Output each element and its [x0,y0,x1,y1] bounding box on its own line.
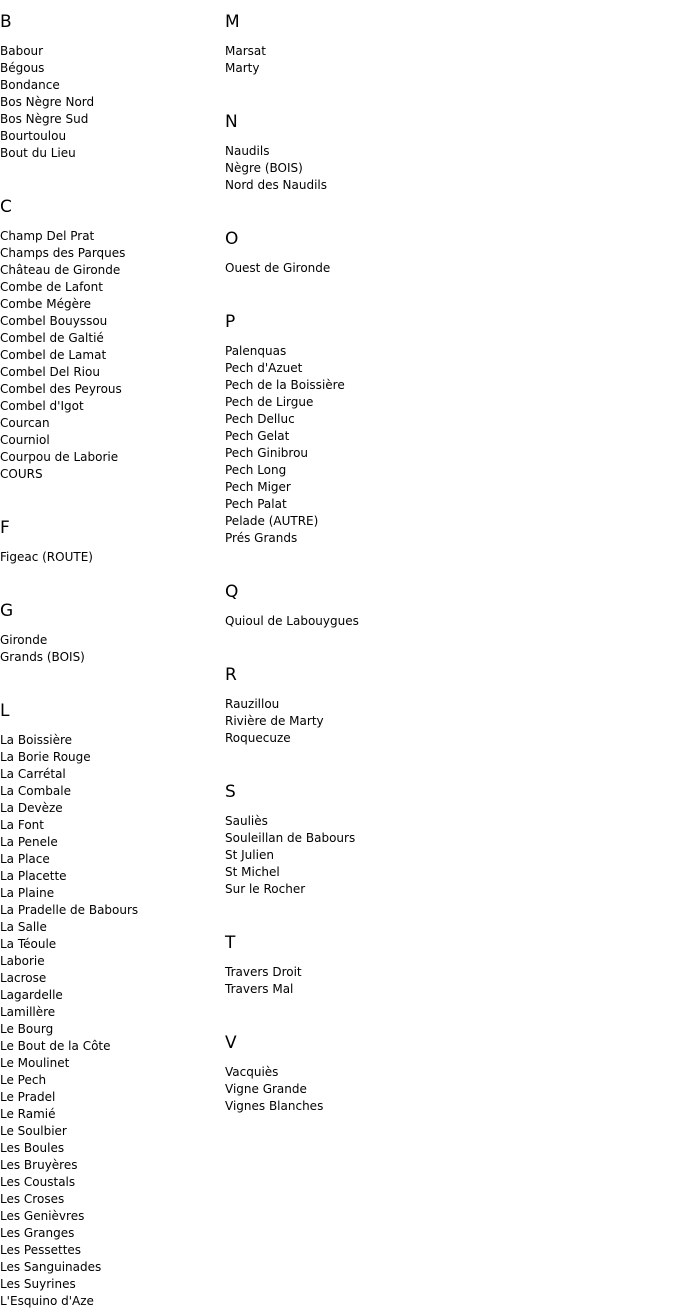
list-item [0,1140,220,1157]
letter-heading: C [0,197,12,217]
place-link[interactable]: Vigne Grande [225,1082,307,1096]
section-spacer [0,566,220,589]
list-item [0,953,220,970]
list-item [0,60,220,77]
place-link[interactable]: L'Esquino d'Aze [0,1294,94,1308]
list-item [225,377,665,394]
list-item [225,981,665,998]
place-link[interactable]: Les Coustals [0,1175,76,1189]
list-item [225,260,665,277]
list-item [0,1106,220,1123]
place-link[interactable]: Pech d'Azuet [225,361,303,375]
list-item [0,800,220,817]
place-link[interactable]: Le Bourg [0,1022,54,1036]
list-item [225,143,665,160]
place-link[interactable]: St Julien [225,848,274,862]
place-link[interactable]: La Borie Rouge [0,750,91,764]
list-item [225,160,665,177]
list-item [225,43,665,60]
list-item [225,513,665,530]
list-item [0,1157,220,1174]
list-item [0,296,220,313]
place-link[interactable]: Pech Delluc [225,412,295,426]
section-spacer [225,747,665,770]
list-item [0,1089,220,1106]
list-item [0,466,220,483]
letter-heading: M [225,12,240,32]
list-item [0,987,220,1004]
place-link[interactable]: La Penele [0,835,58,849]
place-link[interactable]: Vacquiès [225,1065,279,1079]
place-link[interactable]: Combel de Lamat [0,348,107,362]
list-item [0,279,220,296]
place-link[interactable]: La Place [0,852,50,866]
place-link[interactable]: Pech Miger [225,480,291,494]
place-link[interactable]: Travers Mal [225,982,294,996]
place-link[interactable]: Le Ramié [0,1107,56,1121]
place-link[interactable]: La Devèze [0,801,63,815]
section-spacer [225,277,665,300]
place-link[interactable]: Rivière de Marty [225,714,324,728]
list-item [225,730,665,747]
place-link[interactable]: Combel de Galtié [0,331,104,345]
letter-section-s [225,770,665,921]
list-item [0,145,220,162]
list-item [0,732,220,749]
list-item [225,696,665,713]
list-item [0,1055,220,1072]
list-item [0,851,220,868]
list-item [0,1191,220,1208]
list-item [0,885,220,902]
place-link[interactable]: Combel des Peyrous [0,382,122,396]
place-link[interactable]: Laborie [0,954,45,968]
section-spacer [225,77,665,100]
place-link[interactable]: Palenquas [225,344,287,358]
place-link[interactable]: Combel Del Riou [0,365,100,379]
list-item [0,1276,220,1293]
place-link[interactable]: Bégous [0,61,45,75]
list-item [0,919,220,936]
list-item [0,970,220,987]
list-item [0,902,220,919]
place-link[interactable]: Pech Long [225,463,287,477]
list-item [0,415,220,432]
place-link[interactable]: Le Bout de la Côte [0,1039,111,1053]
place-link[interactable]: Nord des Naudils [225,178,328,192]
place-link[interactable]: Quioul de Labouygues [225,614,359,628]
place-link[interactable]: Bout du Lieu [0,146,76,160]
place-link[interactable]: Les Croses [0,1192,65,1206]
list-item [0,1038,220,1055]
list-item [0,1123,220,1140]
list-item [225,428,665,445]
letter-section-l [0,689,220,1310]
section-spacer [0,666,220,689]
place-link[interactable]: Bondance [0,78,60,92]
place-link[interactable]: Grands (BOIS) [0,650,85,664]
letter-section-n [225,100,665,217]
section-spacer [0,162,220,185]
place-link[interactable]: Ouest de Gironde [225,261,331,275]
place-link[interactable]: Marsat [225,44,266,58]
left-column [0,0,220,1310]
letter-heading: B [0,12,12,32]
list-item [0,749,220,766]
list-item [0,43,220,60]
place-list [225,343,665,547]
place-list [225,143,665,194]
right-column [225,0,665,1115]
place-link[interactable]: Les Pessettes [0,1243,82,1257]
place-link[interactable]: Les Bruyères [0,1158,78,1172]
list-item [0,94,220,111]
list-item [225,1064,665,1081]
place-link[interactable]: Pelade (AUTRE) [225,514,319,528]
place-link[interactable]: Les Genièvres [0,1209,85,1223]
list-item [0,1072,220,1089]
list-item [0,1174,220,1191]
place-link[interactable]: Champs des Parques [0,246,126,260]
list-item [225,830,665,847]
letter-heading: S [225,782,236,802]
place-list [0,549,220,566]
letter-section-c [0,185,220,506]
letter-heading: T [225,933,236,953]
list-item [225,411,665,428]
list-item [0,1259,220,1276]
place-link[interactable]: Marty [225,61,260,75]
place-link[interactable]: Pech de la Boissière [225,378,345,392]
letter-section-q [225,570,665,653]
list-item [0,128,220,145]
place-link[interactable]: Sur le Rocher [225,882,306,896]
place-link[interactable]: Château de Gironde [0,263,121,277]
list-item [225,1098,665,1115]
place-list [225,613,665,630]
section-spacer [225,630,665,653]
list-item [225,60,665,77]
place-link[interactable]: Prés Grands [225,531,298,545]
list-item [0,398,220,415]
letter-heading: F [0,518,10,538]
place-link[interactable]: La Plaine [0,886,55,900]
letter-heading: V [225,1033,237,1053]
place-link[interactable]: Le Pech [0,1073,47,1087]
list-item [225,479,665,496]
letter-heading: R [225,665,237,685]
list-item [0,766,220,783]
list-item [225,530,665,547]
place-link[interactable]: Figeac (ROUTE) [0,550,93,564]
list-item [225,847,665,864]
place-link[interactable]: Le Moulinet [0,1056,70,1070]
place-link[interactable]: Bos Nègre Nord [0,95,95,109]
list-item [0,364,220,381]
letter-section-p [225,300,665,570]
place-link[interactable]: La Placette [0,869,67,883]
place-link[interactable]: Lamillère [0,1005,56,1019]
place-link[interactable]: Naudils [225,144,270,158]
place-list [225,43,665,77]
list-item [0,111,220,128]
section-spacer [225,898,665,921]
section-spacer [225,194,665,217]
place-link[interactable]: La Téoule [0,937,57,951]
list-item [0,632,220,649]
place-list [225,964,665,998]
place-link[interactable]: Les Granges [0,1226,75,1240]
section-spacer [0,483,220,506]
place-list [225,1064,665,1115]
list-item [0,1242,220,1259]
place-link[interactable]: La Carrétal [0,767,66,781]
list-item [225,343,665,360]
place-link[interactable]: Courpou de Laborie [0,450,119,464]
list-item [0,1004,220,1021]
list-item [0,449,220,466]
place-link[interactable]: Le Soulbier [0,1124,67,1138]
list-item [225,964,665,981]
place-list [0,43,220,162]
place-list [225,813,665,898]
list-item [225,813,665,830]
letter-section-o [225,217,665,300]
letter-section-f [0,506,220,589]
list-item [225,864,665,881]
place-link[interactable]: Lagardelle [0,988,63,1002]
place-link[interactable]: Combel d'Igot [0,399,84,413]
place-link[interactable]: La Combale [0,784,71,798]
list-item [225,496,665,513]
list-item [225,445,665,462]
place-link[interactable]: Lacrose [0,971,47,985]
list-item [0,936,220,953]
place-link[interactable]: Le Pradel [0,1090,56,1104]
place-link[interactable]: Combe de Lafont [0,280,103,294]
place-link[interactable]: Travers Droit [225,965,302,979]
section-spacer [225,547,665,570]
list-item [225,360,665,377]
place-link[interactable]: Vignes Blanches [225,1099,324,1113]
place-link[interactable]: Babour [0,44,44,58]
list-item [0,381,220,398]
list-item [225,881,665,898]
list-item [225,713,665,730]
place-link[interactable]: La Boissière [0,733,73,747]
letter-section-t [225,921,665,1021]
list-item [0,1208,220,1225]
place-link[interactable]: La Salle [0,920,47,934]
place-link[interactable]: Sauliès [225,814,268,828]
place-link[interactable]: Gironde [0,633,48,647]
list-item [225,1081,665,1098]
list-item [225,613,665,630]
letter-heading: G [0,601,14,621]
place-link[interactable]: Bourtoulou [0,129,67,143]
letter-section-m [225,0,665,100]
place-link[interactable]: Champ Del Prat [0,229,95,243]
list-item [0,1293,220,1310]
place-link[interactable]: Combel Bouyssou [0,314,108,328]
list-item [0,783,220,800]
list-item [0,868,220,885]
list-item [0,834,220,851]
list-item [225,462,665,479]
letter-heading: L [0,701,10,721]
place-link[interactable]: Les Sanguinades [0,1260,102,1274]
list-item [225,177,665,194]
place-list [0,732,220,1310]
list-item [0,262,220,279]
place-link[interactable]: Bos Nègre Sud [0,112,89,126]
list-item [0,649,220,666]
place-list [0,632,220,666]
letter-section-r [225,653,665,770]
list-item [225,394,665,411]
letter-section-g [0,589,220,689]
place-link[interactable]: Nègre (BOIS) [225,161,303,175]
place-link[interactable]: Courcan [0,416,50,430]
place-list [225,696,665,747]
list-item [0,1021,220,1038]
list-item [0,817,220,834]
list-item [0,432,220,449]
place-link[interactable]: COURS [0,467,43,481]
place-link[interactable]: Pech de Lirgue [225,395,314,409]
place-link[interactable]: Roquecuze [225,731,291,745]
place-link[interactable]: Souleillan de Babours [225,831,356,845]
place-link[interactable]: Pech Gelat [225,429,290,443]
place-link[interactable]: La Pradelle de Babours [0,903,139,917]
letter-section-b [0,0,220,185]
section-spacer [225,998,665,1021]
list-item [0,228,220,245]
list-item [0,245,220,262]
place-link[interactable]: La Font [0,818,44,832]
list-item [0,313,220,330]
list-item [0,77,220,94]
list-item [0,347,220,364]
letter-heading: N [225,112,238,132]
letter-heading: P [225,312,236,332]
list-item [0,330,220,347]
place-link[interactable]: Courniol [0,433,50,447]
letter-section-v [225,1021,665,1115]
place-link[interactable]: Les Suyrines [0,1277,76,1291]
place-list [0,228,220,483]
place-list [225,260,665,277]
letter-heading: Q [225,582,239,602]
place-link[interactable]: Pech Palat [225,497,287,511]
list-item [0,549,220,566]
letter-heading: O [225,229,239,249]
place-link[interactable]: Rauzillou [225,697,280,711]
place-link[interactable]: Pech Ginibrou [225,446,309,460]
place-link[interactable]: Combe Mégère [0,297,92,311]
place-link[interactable]: St Michel [225,865,280,879]
place-link[interactable]: Les Boules [0,1141,65,1155]
list-item [0,1225,220,1242]
